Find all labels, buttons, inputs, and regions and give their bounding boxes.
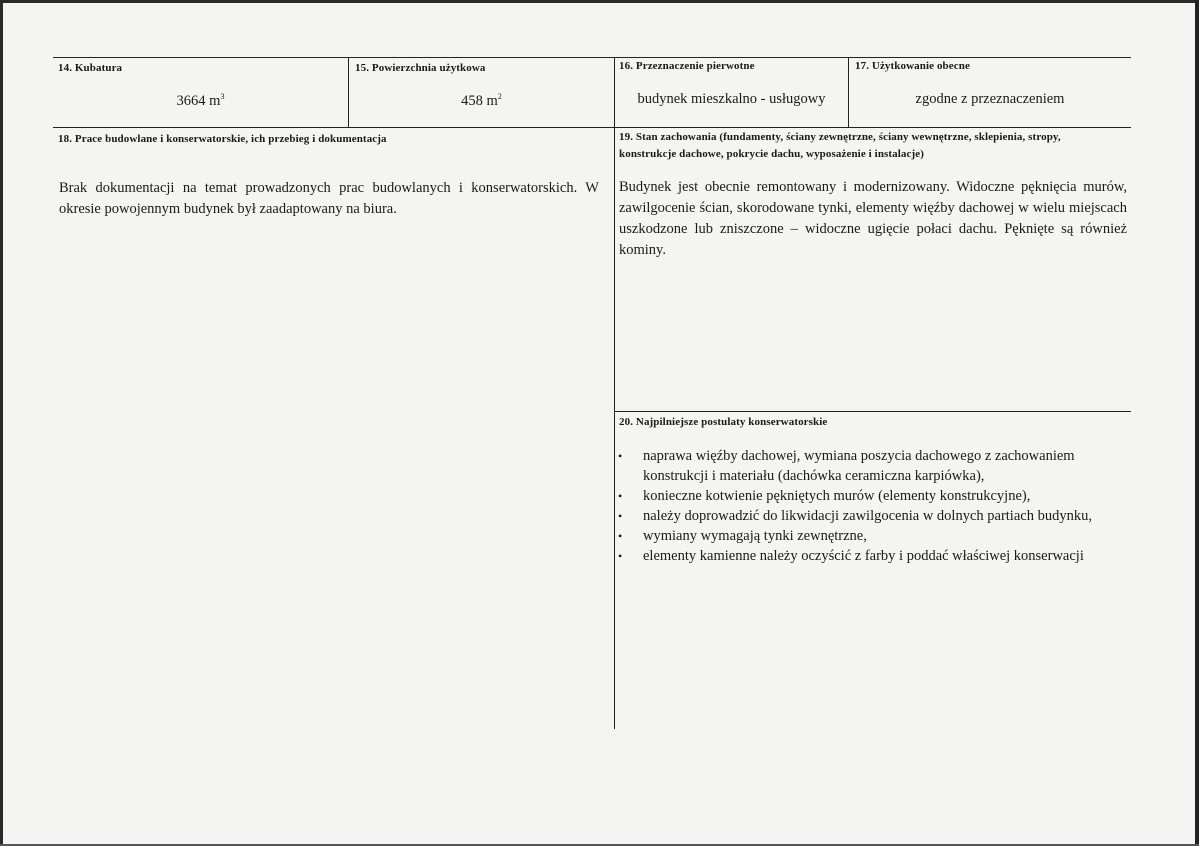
prace-text: Brak dokumentacji na temat prowadzonych prac budowlanych i konserwatorskich. W okresie powojennym budynek był zaadaptowany na biura. xyxy=(59,180,599,217)
przeznaczenie-label: 16. Przeznaczenie pierwotne xyxy=(619,60,755,72)
row1-bottom-rule xyxy=(53,127,1131,128)
kubatura-number: 3664 m xyxy=(176,93,221,109)
kubatura-label: 14. Kubatura xyxy=(58,62,123,74)
list-item-text: wymiany wymagają tynki zewnętrzne, xyxy=(643,528,867,544)
divider-main xyxy=(614,57,615,729)
bullet-icon: • xyxy=(618,489,623,503)
list-item xyxy=(615,486,1125,506)
list-item-text: naprawa więźby dachowej, wymiana poszycia dachowego z zachowaniem konstrukcji i materiału (dachówka ceramiczna karpiówka), xyxy=(643,448,1075,484)
bullet-icon: • xyxy=(618,449,623,463)
scan-edge-right xyxy=(1195,0,1199,846)
stan-label: 19. Stan zachowania (fundamenty, ściany zewnętrzne, ściany wewnętrzne, sklepienia, stropy, konstrukcje dachowe, pokrycie dachu, wyposażenie i instalacje) xyxy=(619,131,1061,160)
scan-edge-top xyxy=(0,0,1199,3)
list-item-text: należy doprowadzić do likwidacji zawilgocenia w dolnych partiach budynku, xyxy=(643,508,1092,524)
stan-text: Budynek jest obecnie remontowany i modernizowany. Widoczne pęknięcia murów, zawilgocenie ścian, skorodowane tynki, elementy więźby dachowej w wielu miejscach uszkodzone lub zniszczone – widoczne ugięcie połaci dachu. Pęknięte są również kominy. xyxy=(619,179,1127,258)
table-top-rule xyxy=(53,57,1131,58)
list-item xyxy=(615,526,1125,546)
list-item-text: elementy kamienne należy oczyścić z farby i poddać właściwej konserwacji xyxy=(643,548,1084,564)
powierzchnia-number: 458 m xyxy=(461,93,498,109)
kubatura-value xyxy=(53,92,348,110)
prace-label: 18. Prace budowlane i konserwatorskie, ich przebieg i dokumentacja xyxy=(58,133,387,145)
stan-bottom-rule xyxy=(614,411,1131,412)
powierzchnia-label: 15. Powierzchnia użytkowa xyxy=(355,62,486,74)
bullet-icon: • xyxy=(618,549,623,563)
list-item-text: konieczne kotwienie pękniętych murów (elementy konstrukcyjne), xyxy=(643,488,1031,504)
bullet-icon: • xyxy=(618,529,623,543)
kubatura-unit-exponent: 3 xyxy=(220,92,225,101)
scan-edge-left xyxy=(0,0,3,846)
bullet-icon: • xyxy=(618,509,623,523)
list-item xyxy=(615,546,1125,566)
postulaty-list xyxy=(615,446,1125,566)
uzytkowanie-label: 17. Użytkowanie obecne xyxy=(855,60,970,72)
postulaty-label: 20. Najpilniejsze postulaty konserwatorskie xyxy=(619,416,828,428)
uzytkowanie-value: zgodne z przeznaczeniem xyxy=(915,91,1065,107)
powierzchnia-unit-exponent: 2 xyxy=(497,92,502,101)
powierzchnia-value xyxy=(349,92,614,110)
list-item xyxy=(615,446,1125,486)
przeznaczenie-value: budynek mieszkalno - usługowy xyxy=(637,91,826,107)
list-item xyxy=(615,506,1125,526)
